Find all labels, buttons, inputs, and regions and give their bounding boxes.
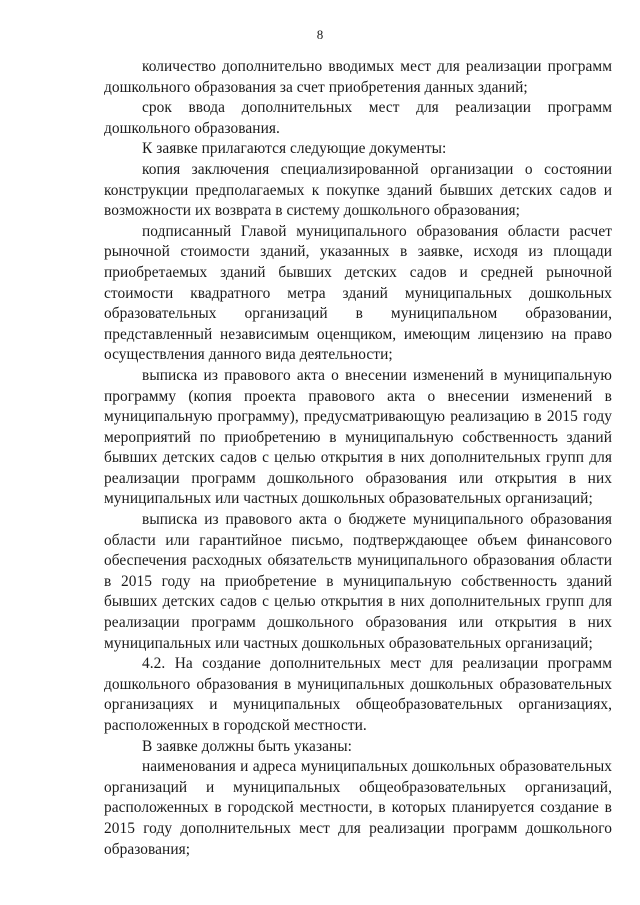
document-body [104, 57, 612, 860]
paragraph-expert-conclusion-copy: копия заключения специализированной организации о состоянии конструкции предполагаемых к покупке зданий бывших детских садов и возможности их возврата в систему дошкольного образования; [104, 160, 612, 220]
paragraph-commissioning-term: срок ввода дополнительных мест для реализации программ дошкольного образования. [104, 99, 612, 137]
paragraph-application-must-specify: В заявке должны быть указаны: [142, 737, 352, 755]
paragraph-organization-names-addresses: наименования и адреса муниципальных дошкольных образовательных организаций и муниципальных общеобразовательных организаций, расположенных в городской местности, в которых планируется создание в 2015 году дополнительных мест для реализации программ дошкольного образования; [104, 758, 612, 858]
paragraph-additional-places-count: количество дополнительно вводимых мест для реализации программ дошкольного образования за счет приобретения данных зданий; [104, 58, 612, 96]
paragraph-section-4-2: 4.2. На создание дополнительных мест для реализации программ дошкольного образования в муниципальных дошкольных образовательных организациях и муниципальных общеобразовательных организациях, расположенных в городской местности. [104, 655, 612, 734]
paragraph-attached-documents-heading: К заявке прилагаются следующие документы: [142, 140, 447, 158]
paragraph-budget-act-extract: выписка из правового акта о бюджете муниципального образования области или гарантийное письмо, подтверждающее объем финансового обеспечения расходных обязательств муниципального образования области в 2015 году на приобретение в муниципальную собственность зданий бывших детских садов с целью открытия в них дополнительных групп для реализации программ дошкольного образования или открытия в них муниципальных или частных дошкольных образовательных организаций; [104, 511, 612, 652]
page-number: 8 [316, 27, 324, 42]
paragraph-municipal-program-extract: выписка из правового акта о внесении изменений в муниципальную программу (копия проекта правового акта о внесении изменений в муниципальную программу), предусматривающую реализацию в 2015 году мероприятий по приобретению в муниципальную собственность зданий бывших детских садов с целью открытия в них дополнительных групп для реализации программ дошкольного образования или открытия в них муниципальных или частных дошкольных образовательных организаций; [104, 366, 612, 508]
paragraph-market-value-calculation: подписанный Главой муниципального образования области расчет рыночной стоимости зданий, указанных в заявке, исходя из площади приобретаемых зданий бывших детских садов и средней рыночной стоимости квадратного метра зданий муниципальных дошкольных образовательных организаций в муниципальном образовании, представленный независимым оценщиком, имеющим лицензию на право осуществления данного вида деятельности; [104, 222, 612, 364]
